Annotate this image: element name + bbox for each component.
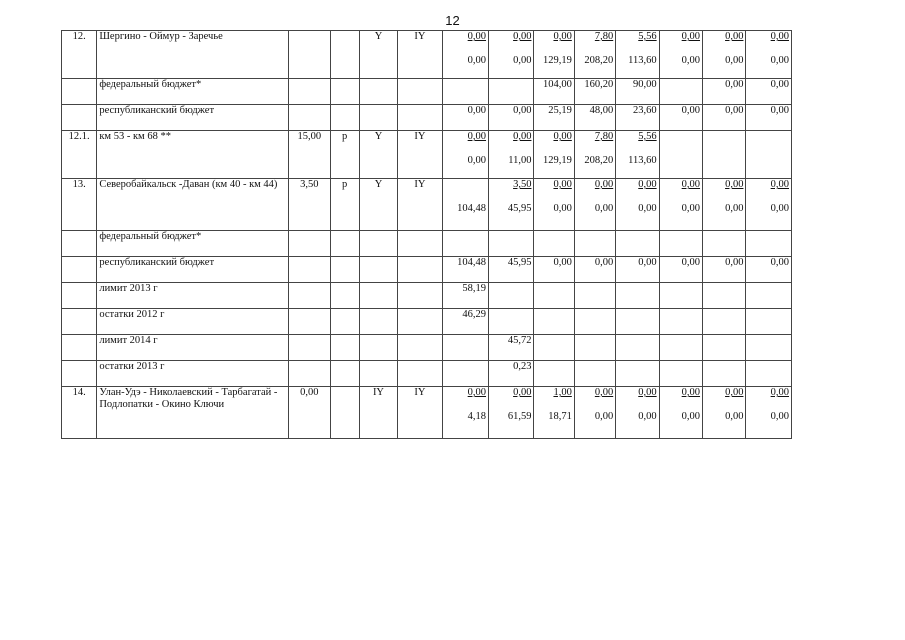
spacer xyxy=(536,191,571,203)
value-cell xyxy=(489,309,534,335)
row-number-cell xyxy=(62,361,97,387)
value-cell xyxy=(703,309,746,335)
value-top: 0,00 xyxy=(681,179,701,190)
spacer xyxy=(618,43,656,55)
value-cell: 0,00 xyxy=(574,257,615,283)
category-cell xyxy=(398,231,442,257)
value-top: 3,50 xyxy=(513,179,532,190)
name-cell: лимит 2014 г xyxy=(97,335,289,361)
value-cell xyxy=(703,231,746,257)
spacer xyxy=(445,43,486,55)
table-row xyxy=(62,335,792,361)
value-cell xyxy=(703,387,746,439)
value-top: 0,00 xyxy=(638,387,657,398)
value-cell xyxy=(442,31,488,79)
value-cell xyxy=(442,387,488,439)
spacer xyxy=(445,399,486,411)
value-bottom: 0,00 xyxy=(681,55,701,66)
value-cell xyxy=(489,179,534,231)
value-cell: 0,00 xyxy=(746,105,792,131)
length-cell xyxy=(289,309,330,335)
value-top: 5,56 xyxy=(638,131,657,142)
table-row xyxy=(62,309,792,335)
value-bottom: 0,00 xyxy=(467,155,487,166)
value-cell xyxy=(489,79,534,105)
spacer xyxy=(491,43,531,55)
spacer xyxy=(491,399,531,411)
category-cell: IY xyxy=(398,31,442,79)
spacer xyxy=(618,143,656,155)
category-cell xyxy=(359,257,397,283)
spacer xyxy=(577,43,613,55)
category-cell xyxy=(359,105,397,131)
value-cell: 104,48 xyxy=(442,257,488,283)
value-cell xyxy=(442,231,488,257)
value-cell: 23,60 xyxy=(616,105,659,131)
value-top: 7,80 xyxy=(594,131,614,142)
value-cell xyxy=(746,179,792,231)
value-top xyxy=(705,131,743,143)
value-bottom: 0,00 xyxy=(681,203,701,214)
name-cell: республиканский бюджет xyxy=(97,105,289,131)
value-top: 0,00 xyxy=(553,131,572,142)
category-cell xyxy=(398,79,442,105)
spacer xyxy=(536,143,571,155)
spacer xyxy=(662,143,700,155)
row-number-cell: 14. xyxy=(62,387,97,439)
value-cell xyxy=(442,361,488,387)
value-bottom: 113,60 xyxy=(628,55,657,66)
type-cell: р xyxy=(330,131,359,179)
name-cell: Шергино - Оймур - Заречье xyxy=(97,31,289,79)
value-top: 1,00 xyxy=(553,387,572,398)
value-top: 0,00 xyxy=(467,131,487,142)
value-bottom: 104,48 xyxy=(457,203,487,214)
table-row xyxy=(62,283,792,309)
value-cell xyxy=(746,283,792,309)
value-cell xyxy=(703,179,746,231)
value-cell xyxy=(659,79,702,105)
value-cell xyxy=(746,31,792,79)
type-cell xyxy=(330,231,359,257)
value-cell: 160,20 xyxy=(574,79,615,105)
length-cell xyxy=(289,257,330,283)
spacer xyxy=(662,43,700,55)
length-cell xyxy=(289,335,330,361)
value-cell xyxy=(659,361,702,387)
length-cell xyxy=(289,79,330,105)
value-top: 0,00 xyxy=(638,179,657,190)
length-cell xyxy=(289,283,330,309)
type-cell xyxy=(330,361,359,387)
value-cell: 0,00 xyxy=(659,257,702,283)
value-cell: 0,00 xyxy=(616,257,659,283)
value-top: 0,00 xyxy=(681,387,701,398)
table-row xyxy=(62,387,792,439)
type-cell xyxy=(330,335,359,361)
value-cell xyxy=(534,283,574,309)
category-cell: Y xyxy=(359,31,397,79)
row-number-cell xyxy=(62,105,97,131)
value-bottom: 0,00 xyxy=(467,55,487,66)
value-cell xyxy=(616,231,659,257)
name-cell: Улан-Удэ - Николаевский - Тарбагатай - Подлопатки - Окино Ключи xyxy=(97,387,289,439)
value-cell xyxy=(703,31,746,79)
row-number-cell: 12.1. xyxy=(62,131,97,179)
value-cell xyxy=(574,231,615,257)
value-bottom: 45,95 xyxy=(507,203,532,214)
spacer xyxy=(536,43,571,55)
value-cell: 90,00 xyxy=(616,79,659,105)
value-cell xyxy=(442,179,488,231)
value-cell xyxy=(574,309,615,335)
category-cell: Y xyxy=(359,179,397,231)
value-cell xyxy=(534,131,574,179)
table-row xyxy=(62,79,792,105)
category-cell xyxy=(398,335,442,361)
value-cell xyxy=(746,231,792,257)
spacer xyxy=(577,399,613,411)
value-bottom: 129,19 xyxy=(542,55,572,66)
table-row xyxy=(62,179,792,231)
value-cell xyxy=(703,361,746,387)
value-cell xyxy=(534,335,574,361)
value-cell xyxy=(574,283,615,309)
category-cell xyxy=(359,79,397,105)
value-top: 0,00 xyxy=(513,131,532,142)
value-cell: 45,95 xyxy=(489,257,534,283)
value-cell xyxy=(534,31,574,79)
row-number-cell: 13. xyxy=(62,179,97,231)
value-cell xyxy=(659,387,702,439)
value-top: 0,00 xyxy=(553,31,572,42)
value-cell xyxy=(659,31,702,79)
type-cell xyxy=(330,309,359,335)
length-cell xyxy=(289,231,330,257)
name-cell: км 53 - км 68 ** xyxy=(97,131,289,179)
length-cell xyxy=(289,361,330,387)
value-top xyxy=(662,131,700,143)
value-cell xyxy=(489,231,534,257)
value-bottom: 0,00 xyxy=(725,203,744,214)
value-cell xyxy=(489,31,534,79)
spacer xyxy=(577,143,613,155)
value-cell: 58,19 xyxy=(442,283,488,309)
value-cell: 0,23 xyxy=(489,361,534,387)
table-row xyxy=(62,361,792,387)
value-top: 0,00 xyxy=(725,179,744,190)
table-row xyxy=(62,257,792,283)
value-top: 0,00 xyxy=(553,179,572,190)
category-cell xyxy=(398,309,442,335)
category-cell xyxy=(398,105,442,131)
category-cell xyxy=(398,283,442,309)
value-cell xyxy=(746,309,792,335)
value-cell xyxy=(616,179,659,231)
category-cell: IY xyxy=(398,387,442,439)
value-bottom: 0,00 xyxy=(638,411,657,422)
value-cell: 46,29 xyxy=(442,309,488,335)
value-bottom: 11,00 xyxy=(508,155,532,166)
value-cell: 104,00 xyxy=(534,79,574,105)
spacer xyxy=(491,143,531,155)
value-cell xyxy=(442,79,488,105)
spacer xyxy=(705,143,743,155)
value-cell xyxy=(616,387,659,439)
length-cell xyxy=(289,31,330,79)
value-bottom: 61,59 xyxy=(507,411,532,422)
value-cell xyxy=(659,231,702,257)
spacer xyxy=(748,43,789,55)
type-cell xyxy=(330,257,359,283)
value-bottom: 113,60 xyxy=(628,155,657,166)
length-cell xyxy=(289,105,330,131)
value-top: 0,00 xyxy=(513,387,532,398)
length-cell: 15,00 xyxy=(289,131,330,179)
road-funding-table xyxy=(61,30,792,439)
value-cell xyxy=(659,131,702,179)
value-cell: 0,00 xyxy=(703,79,746,105)
length-cell: 3,50 xyxy=(289,179,330,231)
value-bottom: 0,00 xyxy=(681,411,701,422)
table-row xyxy=(62,31,792,79)
value-cell xyxy=(746,335,792,361)
table-row xyxy=(62,231,792,257)
value-bottom: 0,00 xyxy=(725,55,744,66)
category-cell xyxy=(398,361,442,387)
value-bottom: 0,00 xyxy=(770,55,789,66)
category-cell: IY xyxy=(398,131,442,179)
spacer xyxy=(748,191,789,203)
value-top: 0,00 xyxy=(725,387,744,398)
name-cell: остатки 2013 г xyxy=(97,361,289,387)
value-cell: 0,00 xyxy=(659,105,702,131)
value-cell xyxy=(616,131,659,179)
value-bottom: 0,00 xyxy=(770,411,789,422)
spacer xyxy=(445,143,486,155)
type-cell xyxy=(330,387,359,439)
value-cell xyxy=(574,131,615,179)
row-number-cell: 12. xyxy=(62,31,97,79)
value-bottom: 0,00 xyxy=(594,203,614,214)
type-cell xyxy=(330,79,359,105)
value-cell xyxy=(616,31,659,79)
category-cell: IY xyxy=(398,179,442,231)
value-bottom: 18,71 xyxy=(548,411,572,422)
value-bottom: 208,20 xyxy=(584,55,614,66)
value-cell xyxy=(574,335,615,361)
type-cell xyxy=(330,31,359,79)
value-cell xyxy=(442,131,488,179)
value-cell xyxy=(489,283,534,309)
row-number-cell xyxy=(62,309,97,335)
value-top: 0,00 xyxy=(594,387,614,398)
value-cell xyxy=(574,361,615,387)
value-cell: 45,72 xyxy=(489,335,534,361)
table-row xyxy=(62,105,792,131)
spacer xyxy=(491,191,531,203)
value-top: 0,00 xyxy=(467,31,487,42)
value-cell xyxy=(703,335,746,361)
value-bottom: 0,00 xyxy=(513,55,532,66)
value-cell xyxy=(703,283,746,309)
value-top xyxy=(445,179,486,191)
row-number-cell xyxy=(62,283,97,309)
value-top xyxy=(748,131,789,143)
value-cell xyxy=(442,335,488,361)
value-cell xyxy=(534,179,574,231)
value-bottom: 0,00 xyxy=(638,203,657,214)
type-cell: р xyxy=(330,179,359,231)
spacer xyxy=(662,191,700,203)
spacer xyxy=(662,399,700,411)
value-top: 0,00 xyxy=(681,31,701,42)
type-cell xyxy=(330,105,359,131)
value-top: 5,56 xyxy=(638,31,657,42)
category-cell xyxy=(359,231,397,257)
value-cell: 48,00 xyxy=(574,105,615,131)
value-bottom: 129,19 xyxy=(542,155,572,166)
value-cell: 0,00 xyxy=(746,79,792,105)
value-bottom: 0,00 xyxy=(553,203,572,214)
type-cell xyxy=(330,283,359,309)
value-top: 0,00 xyxy=(770,179,789,190)
value-top: 0,00 xyxy=(467,387,487,398)
value-bottom: 208,20 xyxy=(584,155,614,166)
value-cell: 0,00 xyxy=(746,257,792,283)
value-cell: 0,00 xyxy=(703,105,746,131)
value-top: 0,00 xyxy=(770,31,789,42)
value-cell xyxy=(534,361,574,387)
value-cell xyxy=(616,335,659,361)
value-cell xyxy=(534,387,574,439)
value-cell xyxy=(703,131,746,179)
category-cell: Y xyxy=(359,131,397,179)
spacer xyxy=(577,191,613,203)
spacer xyxy=(748,399,789,411)
name-cell: лимит 2013 г xyxy=(97,283,289,309)
category-cell xyxy=(359,361,397,387)
spacer xyxy=(618,399,656,411)
category-cell xyxy=(359,309,397,335)
value-top: 0,00 xyxy=(725,31,744,42)
value-top: 0,00 xyxy=(513,31,532,42)
value-bottom: 4,18 xyxy=(467,411,487,422)
value-cell xyxy=(489,387,534,439)
table-row xyxy=(62,131,792,179)
name-cell: республиканский бюджет xyxy=(97,257,289,283)
spacer xyxy=(536,399,571,411)
category-cell xyxy=(398,257,442,283)
spacer xyxy=(705,191,743,203)
value-cell xyxy=(574,31,615,79)
spacer xyxy=(445,191,486,203)
value-top: 7,80 xyxy=(594,31,614,42)
value-bottom: 0,00 xyxy=(725,411,744,422)
spacer xyxy=(705,43,743,55)
name-cell: федеральный бюджет* xyxy=(97,231,289,257)
row-number-cell xyxy=(62,335,97,361)
value-top: 0,00 xyxy=(770,387,789,398)
value-cell xyxy=(574,387,615,439)
spacer xyxy=(618,191,656,203)
value-cell xyxy=(659,309,702,335)
spacer xyxy=(748,143,789,155)
value-bottom: 0,00 xyxy=(770,203,789,214)
value-cell: 0,00 xyxy=(703,257,746,283)
value-cell xyxy=(746,387,792,439)
value-bottom: 0,00 xyxy=(594,411,614,422)
value-cell xyxy=(534,231,574,257)
value-cell xyxy=(489,131,534,179)
value-cell xyxy=(659,283,702,309)
value-cell xyxy=(746,361,792,387)
value-cell xyxy=(746,131,792,179)
value-cell xyxy=(659,179,702,231)
value-cell xyxy=(534,309,574,335)
row-number-cell xyxy=(62,79,97,105)
row-number-cell xyxy=(62,231,97,257)
page-number: 12 xyxy=(445,13,460,28)
category-cell xyxy=(359,335,397,361)
name-cell: федеральный бюджет* xyxy=(97,79,289,105)
value-cell: 0,00 xyxy=(489,105,534,131)
spacer xyxy=(705,399,743,411)
category-cell: IY xyxy=(359,387,397,439)
value-cell xyxy=(574,179,615,231)
value-cell: 0,00 xyxy=(442,105,488,131)
value-top: 0,00 xyxy=(594,179,614,190)
name-cell: Северобайкальск -Даван (км 40 - км 44) xyxy=(97,179,289,231)
value-cell: 0,00 xyxy=(534,257,574,283)
value-cell xyxy=(616,309,659,335)
name-cell: остатки 2012 г xyxy=(97,309,289,335)
value-cell xyxy=(616,283,659,309)
value-cell xyxy=(659,335,702,361)
value-cell xyxy=(616,361,659,387)
category-cell xyxy=(359,283,397,309)
value-cell: 25,19 xyxy=(534,105,574,131)
row-number-cell xyxy=(62,257,97,283)
table-body xyxy=(62,31,792,439)
length-cell: 0,00 xyxy=(289,387,330,439)
